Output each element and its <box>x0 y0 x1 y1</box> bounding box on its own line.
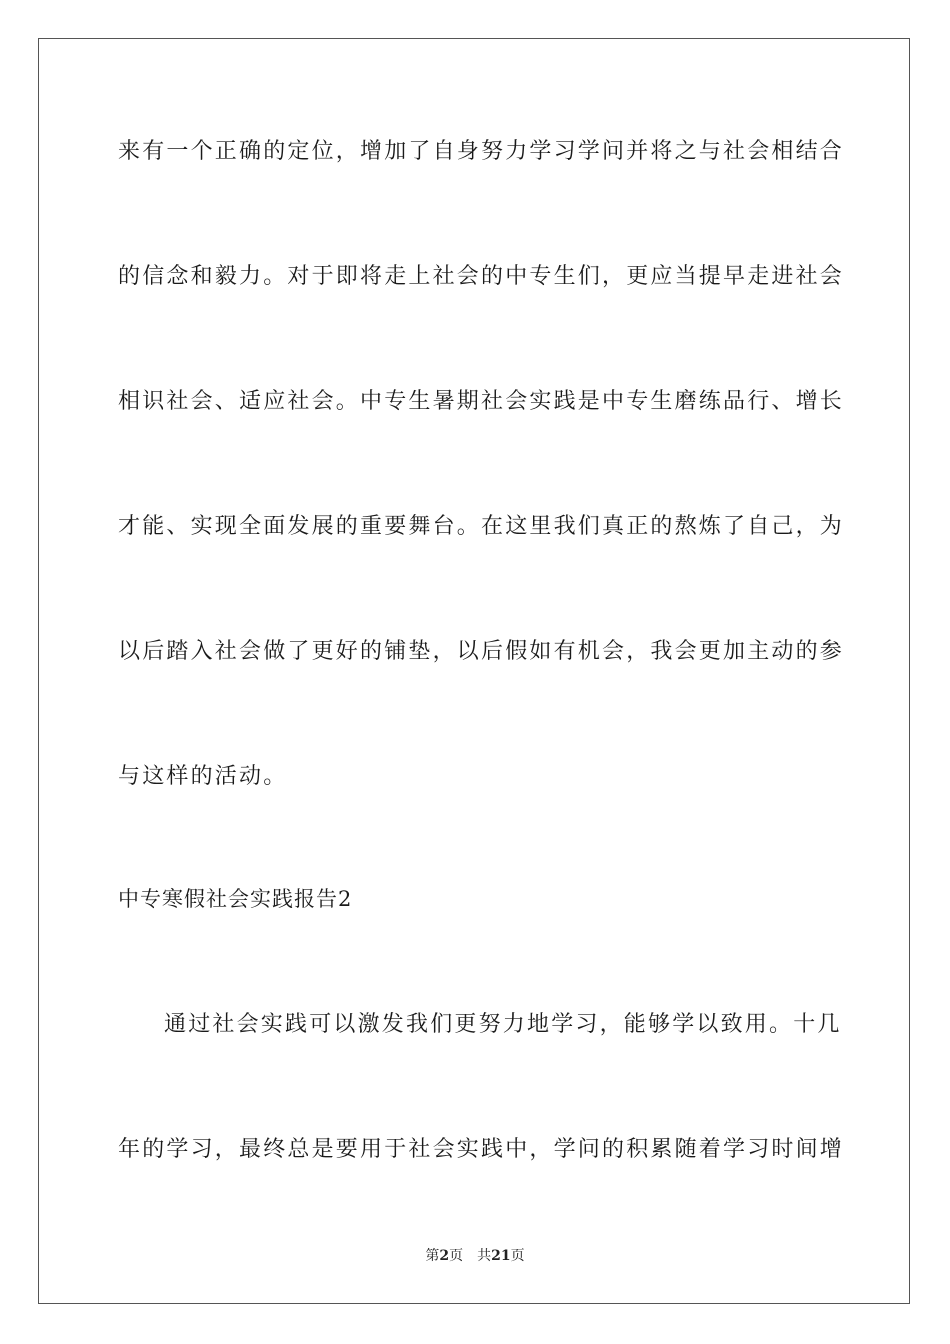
body-line-5: 以后踏入社会做了更好的铺垫，以后假如有机会，我会更加主动的参 <box>118 639 845 664</box>
section-line-2: 年的学习，最终总是要用于社会实践中，学问的积累随着学习时间增 <box>118 1137 845 1162</box>
page-footer <box>0 1247 950 1265</box>
footer-total-prefix: 共 <box>477 1248 492 1264</box>
page-border <box>38 38 910 1304</box>
footer-total-suffix: 页 <box>510 1248 525 1264</box>
body-line-6: 与这样的活动。 <box>118 764 288 789</box>
body-line-3: 相识社会、适应社会。中专生暑期社会实践是中专生磨练品行、增长 <box>118 389 845 414</box>
footer-page-prefix: 第 <box>425 1248 440 1264</box>
footer-page-suffix: 页 <box>449 1248 464 1264</box>
body-line-4: 才能、实现全面发展的重要舞台。在这里我们真正的熬炼了自己，为 <box>118 514 845 539</box>
section-line-1: 通过社会实践可以激发我们更努力地学习，能够学以致用。十几 <box>164 1012 842 1037</box>
footer-page-current: 2 <box>439 1248 450 1264</box>
section-heading: 中专寒假社会实践报告2 <box>118 887 353 911</box>
footer-page-total: 21 <box>491 1248 511 1264</box>
body-line-1: 来有一个正确的定位，增加了自身努力学习学问并将之与社会相结合 <box>118 139 845 164</box>
body-line-2: 的信念和毅力。对于即将走上社会的中专生们，更应当提早走进社会 <box>118 264 845 289</box>
